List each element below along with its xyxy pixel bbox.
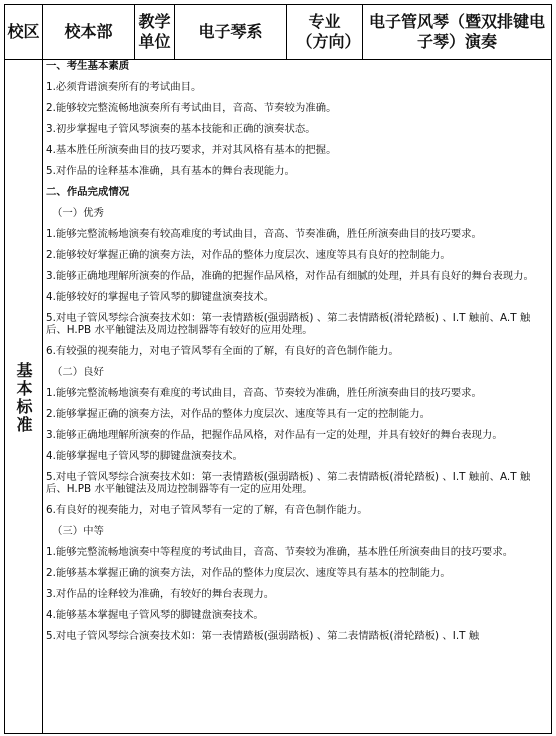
grade-title: （二）良好 bbox=[52, 366, 104, 378]
list-item: 2.能够基本掌握正确的演奏方法，对作品的整体力度层次、速度等具有基本的控制能力。 bbox=[46, 567, 451, 579]
list-item: 2.能够较完整流畅地演奏所有考试曲目，音高、节奏较为准确。 bbox=[46, 102, 337, 114]
list-item: 4.能够掌握电子管风琴的脚键盘演奏技术。 bbox=[46, 450, 243, 462]
header-unit-label bbox=[135, 5, 175, 59]
section-title: 一、考生基本素质 bbox=[46, 60, 130, 72]
list-item: 1.必须背谱演奏所有的考试曲目。 bbox=[46, 81, 202, 93]
grade-title: （一）优秀 bbox=[52, 207, 104, 219]
standards-content bbox=[46, 60, 540, 651]
header-campus-label bbox=[5, 5, 43, 59]
header-unit-text: 教学单位 bbox=[138, 12, 171, 51]
list-item: 5.对电子管风琴综合演奏技术如：第一表情踏板(强弱踏板) 、第二表情踏板(滑轮踏板) 、I.T 触前、A.T 触后、H.PB 水平触键法及周边控制器等有一定的应用处理。 bbox=[46, 471, 531, 495]
list-item: 3.能够正确地理解所演奏的作品，把握作品风格，对作品有一定的处理，并具有较好的舞台表现力。 bbox=[46, 429, 503, 441]
header-major-value-text: 电子管风琴（暨双排键电子琴）演奏 bbox=[368, 12, 545, 51]
list-item: 1.能够完整流畅地演奏中等程度的考试曲目，音高、节奏较为准确，基本胜任所演奏曲目的技巧要求。 bbox=[46, 546, 514, 558]
header-unit-value-text: 电子琴系 bbox=[198, 22, 263, 41]
list-item: 4.能够基本掌握电子管风琴的脚键盘演奏技术。 bbox=[46, 609, 264, 621]
list-item: 2.能够较好掌握正确的演奏方法，对作品的整体力度层次、速度等具有良好的控制能力。 bbox=[46, 249, 451, 261]
grade-title: （三）中等 bbox=[52, 525, 104, 537]
header-major-label bbox=[287, 5, 363, 59]
header-unit-value bbox=[175, 5, 287, 59]
list-item: 5.对作品的诠释基本准确，具有基本的舞台表现能力。 bbox=[46, 165, 295, 177]
header-campus-value bbox=[43, 5, 135, 59]
list-item: 1.能够完整流畅地演奏有难度的考试曲目，音高、节奏较为准确，胜任所演奏曲目的技巧要求。 bbox=[46, 387, 482, 399]
list-item: 1.能够完整流畅地演奏有较高难度的考试曲目，音高、节奏准确，胜任所演奏曲目的技巧要求。 bbox=[46, 228, 482, 240]
basic-standard-label: 基本标准 bbox=[14, 361, 33, 434]
header-major-text: 专业（方向） bbox=[296, 12, 361, 51]
list-item: 3.能够正确地理解所演奏的作品，准确的把握作品风格，对作品有细腻的处理，并具有良好的舞台表现力。 bbox=[46, 270, 534, 282]
header-campus-text: 校区 bbox=[7, 22, 40, 41]
list-item: 6.有良好的视奏能力，对电子管风琴有一定的了解，有音色制作能力。 bbox=[46, 504, 368, 516]
list-item: 5.对电子管风琴综合演奏技术如：第一表情踏板(强弱踏板) 、第二表情踏板(滑轮踏板) 、I.T 触前、A.T 触后、H.PB 水平触键法及周边控制器等有较好的应用处理。 bbox=[46, 312, 531, 336]
table-header-row bbox=[5, 5, 551, 60]
list-item: 2.能够掌握正确的演奏方法，对作品的整体力度层次、速度等具有一定的控制能力。 bbox=[46, 408, 430, 420]
list-item: 6.有较强的视奏能力，对电子管风琴有全面的了解，有良好的音色制作能力。 bbox=[46, 345, 399, 357]
header-campus-value-text: 校本部 bbox=[64, 22, 113, 41]
header-major-value bbox=[363, 5, 551, 59]
list-item: 4.能够较好的掌握电子管风琴的脚键盘演奏技术。 bbox=[46, 291, 275, 303]
list-item: 4.基本胜任所演奏曲目的技巧要求，并对其风格有基本的把握。 bbox=[46, 144, 337, 156]
list-item: 5.对电子管风琴综合演奏技术如：第一表情踏板(强弱踏板) 、第二表情踏板(滑轮踏板) 、I.T 触 bbox=[46, 630, 480, 642]
list-item: 3.对作品的诠释较为准确，有较好的舞台表现力。 bbox=[46, 588, 275, 600]
basic-standard-cell bbox=[5, 60, 43, 734]
list-item: 3.初步掌握电子管风琴演奏的基本技能和正确的演奏状态。 bbox=[46, 123, 316, 135]
section-title: 二、作品完成情况 bbox=[46, 186, 130, 198]
